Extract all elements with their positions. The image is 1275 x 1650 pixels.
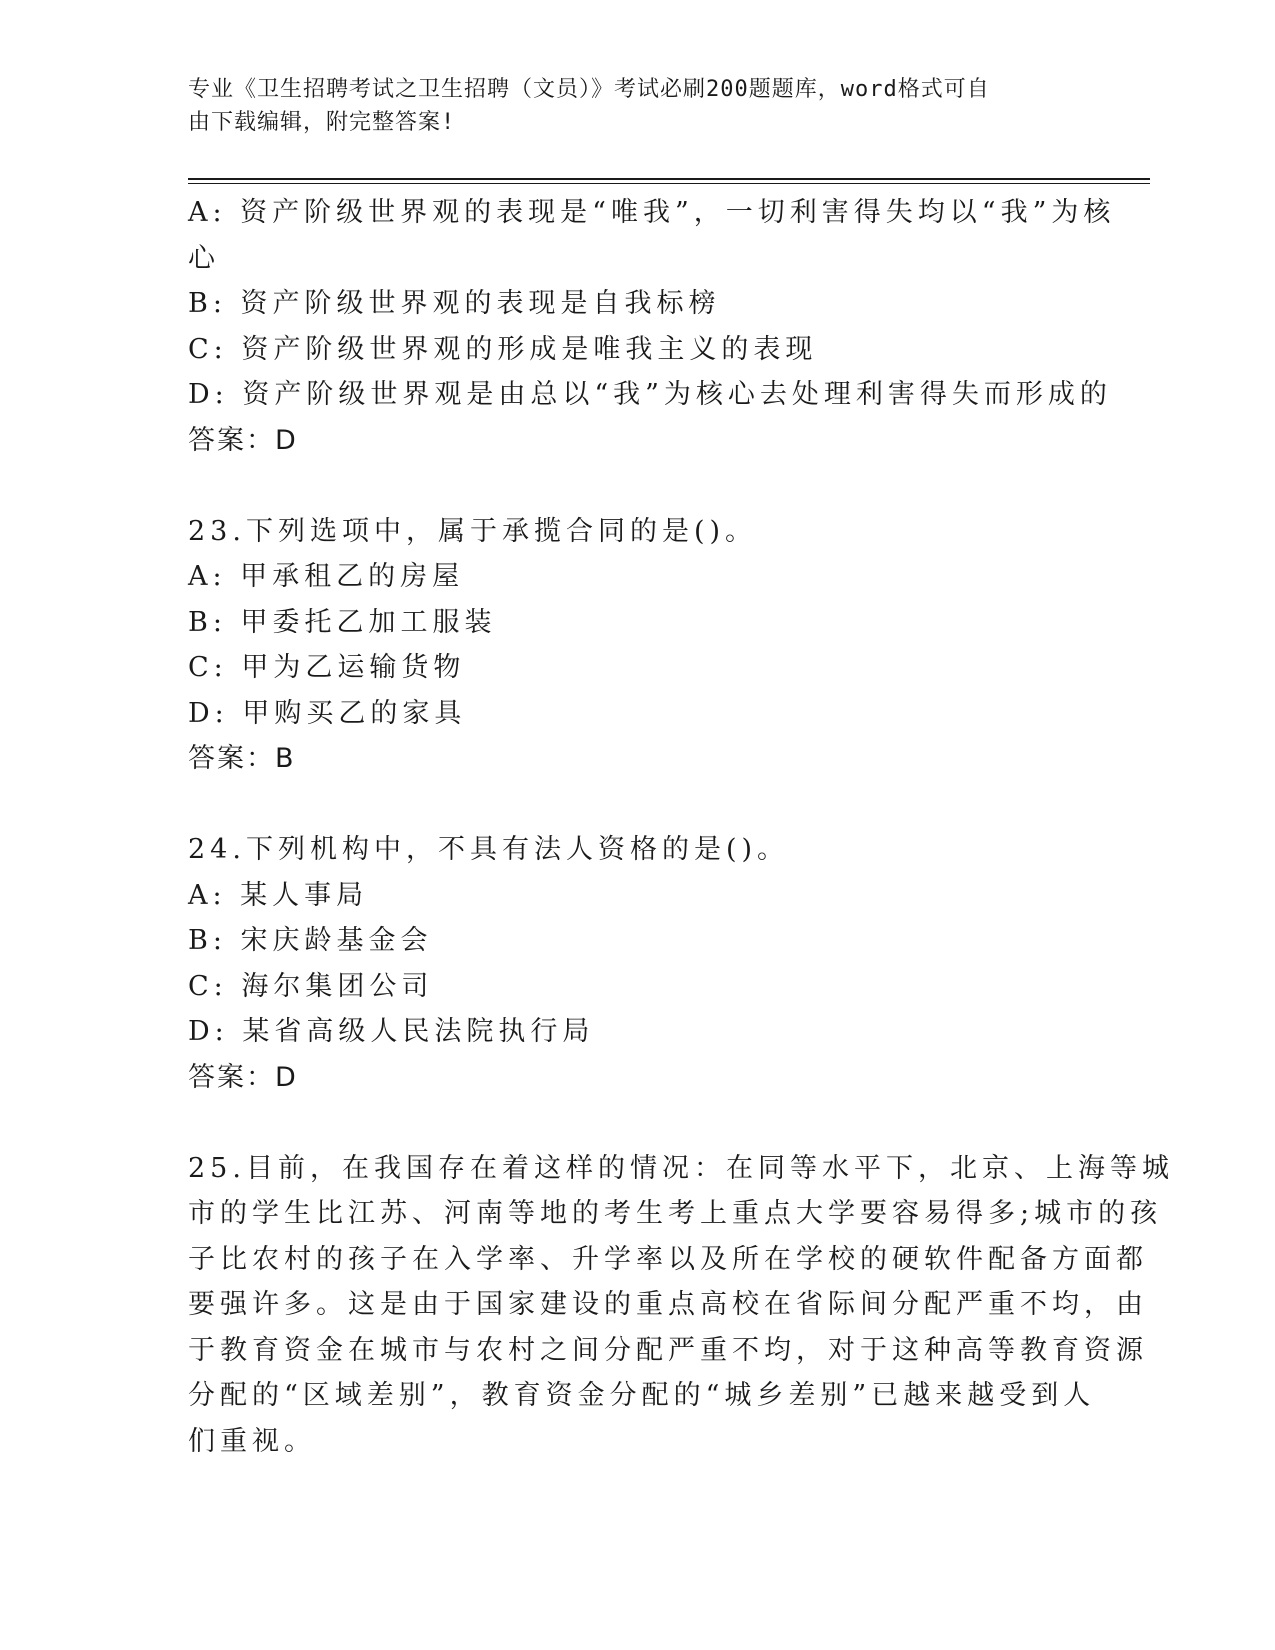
question-23 [188,509,1088,782]
header-rule-thick [188,178,1150,180]
option-c: C: 甲为乙运输货物 [188,652,466,683]
answer: 答案：D [188,1061,298,1093]
spacer [188,463,1088,509]
document-header [188,73,1088,139]
question-stem: 24.下列机构中，不具有法人资格的是()。 [188,834,790,865]
header-line-2: 由下载编辑，附完整答案! [188,110,456,135]
option-d: D: 资产阶级世界观是由总以“我”为核心去处理利害得失而形成的 [188,379,1112,410]
question-25-line: 25.目前，在我国存在着这样的情况：在同等水平下，北京、上海等城 [188,1152,1174,1184]
header-rule-thin [188,183,1150,184]
question-25-line: 子比农村的孩子在入学率、升学率以及所在学校的硬软件配备方面都 [188,1243,1148,1275]
question-25-line: 要强许多。这是由于国家建设的重点高校在省际间分配严重不均，由 [188,1289,1148,1320]
question-25-line: 于教育资金在城市与农村之间分配严重不均，对于这种高等教育资源 [188,1334,1148,1366]
option-c: C: 资产阶级世界观的形成是唯我主义的表现 [188,333,818,365]
question-24 [188,827,1088,1100]
question-25-line: 市的学生比江苏、河南等地的考生考上重点大学要容易得多;城市的孩 [188,1198,1163,1229]
option-b: B: 甲委托乙加工服装 [188,606,497,638]
document-body [188,190,1174,1464]
question-stem: 23.下列选项中，属于承揽合同的是()。 [188,515,758,547]
spacer [188,1100,1088,1146]
option-a-line-1: A: 资产阶级世界观的表现是“唯我”，一切利害得失均以“我”为核 [188,197,1116,228]
question-25-line: 们重视。 [188,1425,316,1457]
option-d: D: 某省高级人民法院执行局 [188,1016,595,1047]
spacer [188,782,1088,828]
option-c: C: 海尔集团公司 [188,970,434,1002]
question-22-options [188,190,1116,463]
option-a: A: 某人事局 [188,879,369,911]
answer: 答案：B [188,743,296,774]
option-a: A: 甲承租乙的房屋 [188,561,465,592]
question-25 [188,1146,1174,1465]
answer: 答案：D [188,424,298,456]
question-25-line: 分配的“区域差别”，教育资金分配的“城乡差别”已越来越受到人 [188,1380,1096,1411]
option-a-line-2: 心 [188,242,220,274]
option-d: D: 甲购买乙的家具 [188,697,467,729]
header-line-1: 专业《卫生招聘考试之卫生招聘（文员）》考试必刷200题题库，word格式可自 [188,77,990,102]
option-b: B: 宋庆龄基金会 [188,925,433,956]
option-b: B: 资产阶级世界观的表现是自我标榜 [188,288,721,319]
